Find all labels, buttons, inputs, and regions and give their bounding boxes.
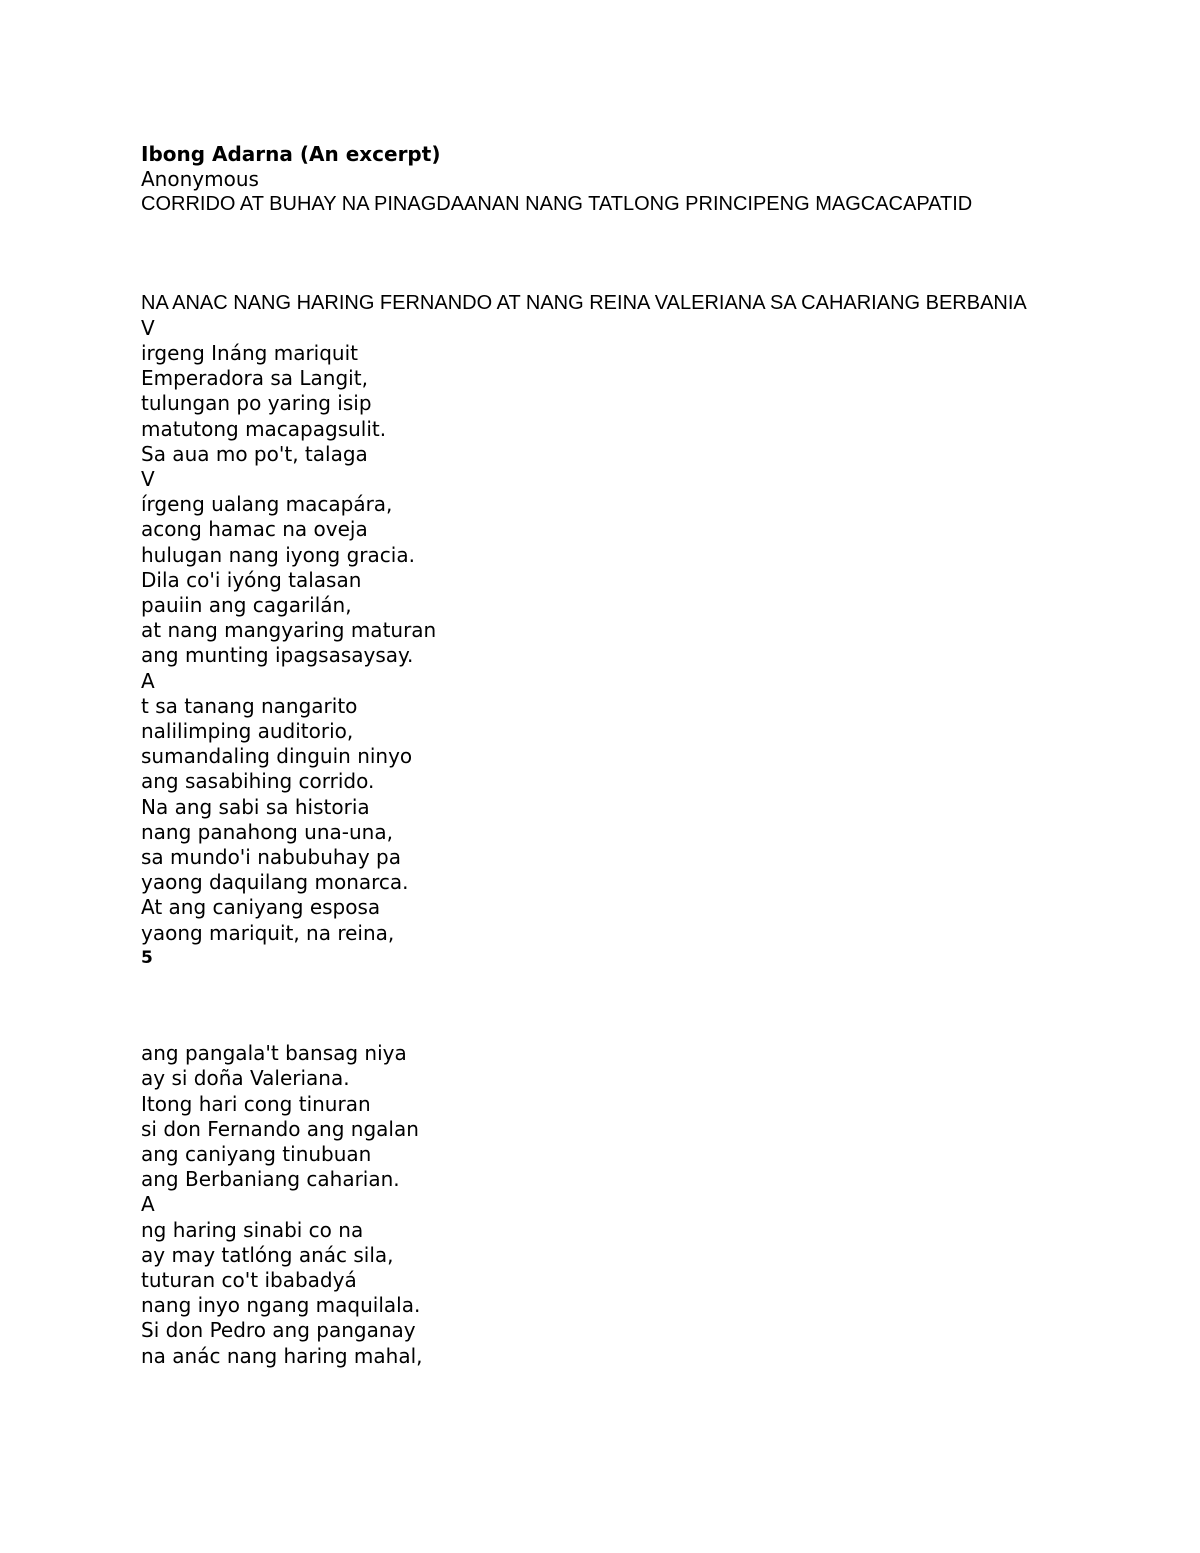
verse-line: V bbox=[141, 467, 155, 492]
verse-part-2 bbox=[141, 1041, 1151, 1369]
verse-line: Itong hari cong tinuran bbox=[141, 1091, 371, 1116]
spacer bbox=[141, 218, 1151, 291]
verse-line: nang inyo ngang maquilala. bbox=[141, 1293, 421, 1318]
verse-line: irgeng Ináng mariquit bbox=[141, 341, 359, 366]
verse-line: ang Berbaniang caharian. bbox=[141, 1167, 400, 1192]
heading-corrido: CORRIDO AT BUHAY NA PINAGDAANAN NANG TATLONG PRINCIPENG MAGCACAPATID bbox=[141, 193, 973, 216]
verse-line: ang munting ipagsasaysay. bbox=[141, 643, 414, 668]
spacer bbox=[141, 971, 1151, 1041]
verse-line: at nang mangyaring maturan bbox=[141, 618, 437, 643]
verse-line: ang caniyang tinubuan bbox=[141, 1141, 372, 1166]
verse-line: Si don Pedro ang panganay bbox=[141, 1318, 416, 1343]
verse-line: Dila co'i iyóng talasan bbox=[141, 567, 362, 592]
verse-line: A bbox=[141, 1192, 155, 1217]
verse-line: t sa tanang nangarito bbox=[141, 693, 358, 718]
verse-line: sa mundo'i nabubuhay pa bbox=[141, 845, 401, 870]
verse-line: Sa aua mo po't, talaga bbox=[141, 441, 368, 466]
page-number: 5 bbox=[141, 947, 153, 968]
verse-line: At ang caniyang esposa bbox=[141, 895, 381, 920]
verse-line: yaong mariquit, na reina, bbox=[141, 920, 395, 945]
verse-line: hulugan nang iyong gracia. bbox=[141, 542, 415, 567]
verse-line: írgeng ualang macapára, bbox=[141, 492, 393, 517]
document-title: Ibong Adarna (An excerpt) bbox=[141, 142, 441, 166]
verse-line: Na ang sabi sa historia bbox=[141, 794, 370, 819]
verse-line: V bbox=[141, 315, 155, 340]
verse-line: matutong macapagsulit. bbox=[141, 416, 387, 441]
verse-line: ay si doña Valeriana. bbox=[141, 1066, 350, 1091]
verse-line: pauiin ang cagarilán, bbox=[141, 593, 352, 618]
verse-line: ang pangala't bansag niya bbox=[141, 1041, 407, 1066]
verse-line: A bbox=[141, 668, 155, 693]
verse-line: nalilimping auditorio, bbox=[141, 719, 354, 744]
verse-line: nang panahong una-una, bbox=[141, 819, 393, 844]
verse-line: si don Fernando ang ngalan bbox=[141, 1116, 419, 1141]
document-author: Anonymous bbox=[141, 167, 259, 192]
verse-line: ng haring sinabi co na bbox=[141, 1217, 364, 1242]
verse-line: yaong daquilang monarca. bbox=[141, 870, 409, 895]
document-body bbox=[141, 142, 1151, 1369]
verse-part-1 bbox=[141, 316, 1151, 946]
verse-line: ang sasabihing corrido. bbox=[141, 769, 375, 794]
verse-line: na anác nang haring mahal, bbox=[141, 1343, 423, 1368]
verse-line: tuturan co't ibabadyá bbox=[141, 1267, 357, 1292]
verse-line: tulungan po yaring isip bbox=[141, 391, 372, 416]
verse-line: acong hamac na oveja bbox=[141, 517, 368, 542]
verse-line: sumandaling dinguin ninyo bbox=[141, 744, 413, 769]
heading-na-anac: NA ANAC NANG HARING FERNANDO AT NANG REINA VALERIANA SA CAHARIANG BERBANIA bbox=[141, 291, 1027, 314]
verse-line: Emperadora sa Langit, bbox=[141, 366, 368, 391]
verse-line: ay may tatlóng anác sila, bbox=[141, 1242, 394, 1267]
